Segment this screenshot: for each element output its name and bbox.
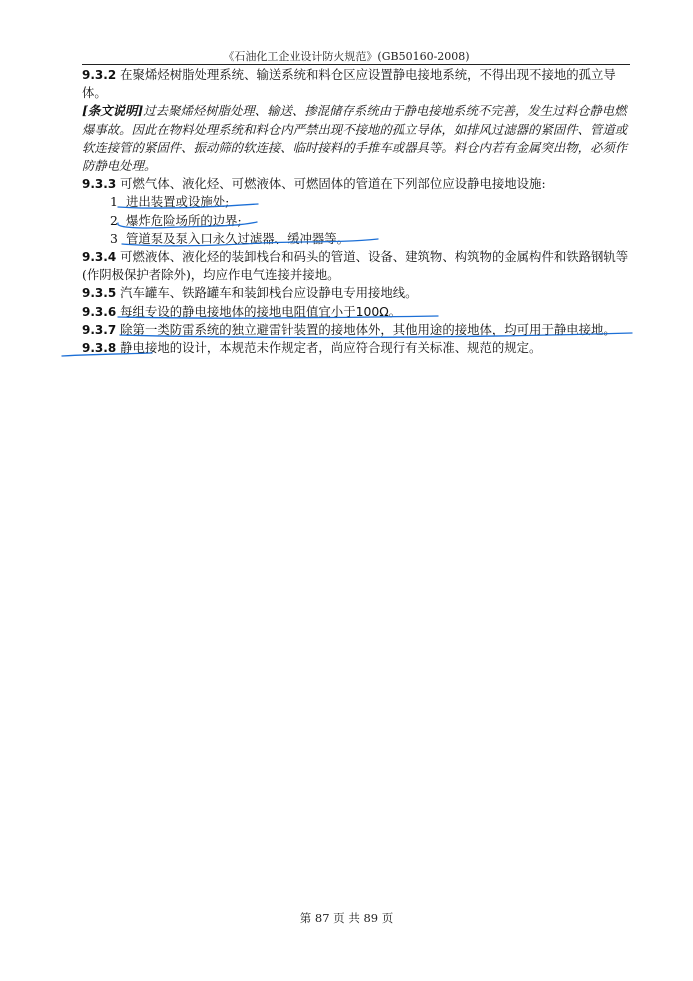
clause-number: 9.3.8 (82, 341, 117, 356)
clause-9-3-6 (82, 303, 630, 321)
page-header: 《石油化工企业设计防火规范》(GB50160-2008) (223, 50, 470, 63)
clause-explanation (82, 102, 630, 175)
clause-9-3-2 (82, 66, 630, 102)
explanation-text: 过去聚烯烃树脂处理、输送、掺混储存系统由于静电接地系统不完善，发生过料仓静电燃爆事故。因此在物料处理系统和料仓内严禁出现不接地的孤立导体，如排风过滤器的紧固件、管道或软连接管的紧固件、振动筛的软连接、临时接料的手推车或器具等。料仓内若有金属突出物，必须作防静电处理。 (82, 103, 628, 174)
clause-number: 9.3.2 (82, 68, 117, 82)
clause-text: 静电接地的设计，本规范未作规定者，尚应符合现行有关标准、规范的规定。 (120, 340, 542, 356)
clause-text: 可燃气体、液化烃、可燃液体、可燃固体的管道在下列部位应设静电接地设施: (120, 176, 546, 192)
list-item (82, 230, 630, 248)
explanation-tag: [条文说明] (82, 103, 144, 119)
clause-9-3-8 (82, 339, 630, 357)
item-text: 管道泵及泵入口永久过滤器、缓冲器等。 (126, 230, 350, 246)
clause-text: 在聚烯烃树脂处理系统、输送系统和料仓区应设置静电接地系统，不得出现不接地的孤立导体。 (82, 67, 616, 101)
clause-text: 汽车罐车、铁路罐车和装卸栈台应设静电专用接地线。 (120, 285, 418, 301)
list-item (82, 193, 630, 211)
clause-end: 。 (388, 303, 402, 319)
clause-number: 9.3.6 (82, 304, 117, 319)
item-index: 3 (110, 230, 118, 246)
list-item (82, 212, 630, 230)
clause-9-3-3 (82, 175, 630, 193)
clause-text: 可燃液体、液化烃的装卸栈台和码头的管道、设备、建筑物、构筑物的金属构件和铁路钢轨等(作阴极保护者除外)，均应作电气连接并接地。 (82, 249, 629, 283)
page-footer: 第 87 页 共 89 页 (299, 911, 394, 925)
clause-number: 9.3.4 (82, 250, 117, 265)
clause-text: 每组专设的静电接地体的接地电阻值宜小于 (120, 303, 356, 319)
item-text: 进出装置或设施处; (126, 194, 230, 210)
clause-9-3-7 (82, 321, 630, 339)
clause-9-3-5 (82, 284, 630, 302)
item-index: 1 (110, 194, 118, 210)
clause-number: 9.3.7 (82, 322, 117, 337)
clause-text: 除第一类防雷系统的独立避雷针装置的接地体外，其他用途的接地体，均可用于静电接地。 (120, 321, 616, 337)
item-text: 爆炸危险场所的边界; (126, 212, 242, 228)
clause-number: 9.3.5 (82, 286, 117, 301)
document-body (82, 66, 630, 357)
clause-9-3-4 (82, 248, 630, 284)
header-divider (82, 64, 630, 65)
item-index: 2 (110, 212, 118, 228)
clause-number: 9.3.3 (82, 177, 117, 192)
resistance-value: 100Ω (355, 303, 389, 319)
